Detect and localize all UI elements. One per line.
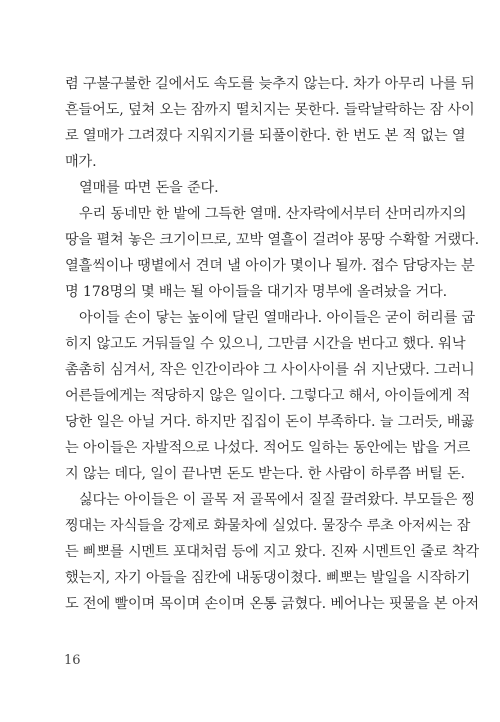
text-line: 흔들어도, 덮쳐 오는 잠까지 떨치지는 못한다. 들락날락하는 잠 사이: [65, 102, 475, 118]
text-line: 싫다는 아이들은 이 골목 저 골목에서 질질 끌려왔다. 부모들은 찡: [79, 492, 476, 508]
text-line: 매가.: [65, 154, 97, 170]
text-line: 로 열매가 그려졌다 지워지기를 되풀이한다. 한 번도 본 적 없는 열: [65, 128, 466, 144]
text-line: 찡대는 자식들을 강제로 화물차에 실었다. 물장수 루초 아저씨는 잠: [65, 518, 471, 534]
text-line: 렴 구불구불한 길에서도 속도를 늦추지 않는다. 차가 아무리 나를 뒤: [65, 76, 475, 92]
text-line: 했는지, 자기 아들을 짐칸에 내동댕이쳤다. 삐뽀는 발일을 시작하기: [65, 570, 471, 586]
text-line: 열매를 따면 돈을 준다.: [79, 180, 219, 196]
text-line: 아이들 손이 닿는 높이에 달린 열매라나. 아이들은 굳이 허리를 굽: [79, 310, 476, 326]
text-line: 땅을 펼쳐 놓은 크기이므로, 꼬박 열흘이 걸려야 몽땅 수확할 거랬다.: [65, 232, 479, 248]
text-line: 명 178명의 몇 배는 될 아이들을 대기자 명부에 올려놨을 거다.: [65, 284, 447, 300]
text-line: 히지 않고도 거둬들일 수 있으니, 그만큼 시간을 번다고 했다. 워낙: [65, 336, 466, 352]
text-line: 열흘씩이나 땡볕에서 견뎌 낼 아이가 몇이나 될까. 접수 담당자는 분: [65, 258, 475, 274]
text-line: 지 않는 데다, 일이 끝나면 돈도 받는다. 한 사람이 하루쯤 버틸 돈.: [65, 466, 465, 482]
page-number: 16: [64, 653, 81, 668]
text-line: 어른들에게는 적당하지 않은 일이다. 그렇다고 해서, 아이들에게 적: [65, 388, 471, 404]
text-line: 우리 동네만 한 밭에 그득한 열매. 산자락에서부터 산머리까지의: [79, 206, 467, 222]
text-line: 도 전에 빨이며 목이며 손이며 온통 긁혔다. 베어나는 핏물을 본 아저: [65, 596, 479, 612]
text-line: 는 아이들은 자발적으로 나섰다. 적어도 일하는 동안에는 밥을 거르: [65, 440, 471, 456]
text-line: 촘촘히 심겨서, 작은 인간이라야 그 사이사이를 쉬 지난댔다. 그러니: [65, 362, 475, 378]
text-line: 당한 일은 아닐 거다. 하지만 집집이 돈이 부족하다. 늘 그러듯, 배곯: [65, 414, 475, 430]
text-line: 든 삐뽀를 시멘트 포대처럼 등에 지고 왔다. 진짜 시멘트인 줄로 착각: [65, 544, 479, 560]
